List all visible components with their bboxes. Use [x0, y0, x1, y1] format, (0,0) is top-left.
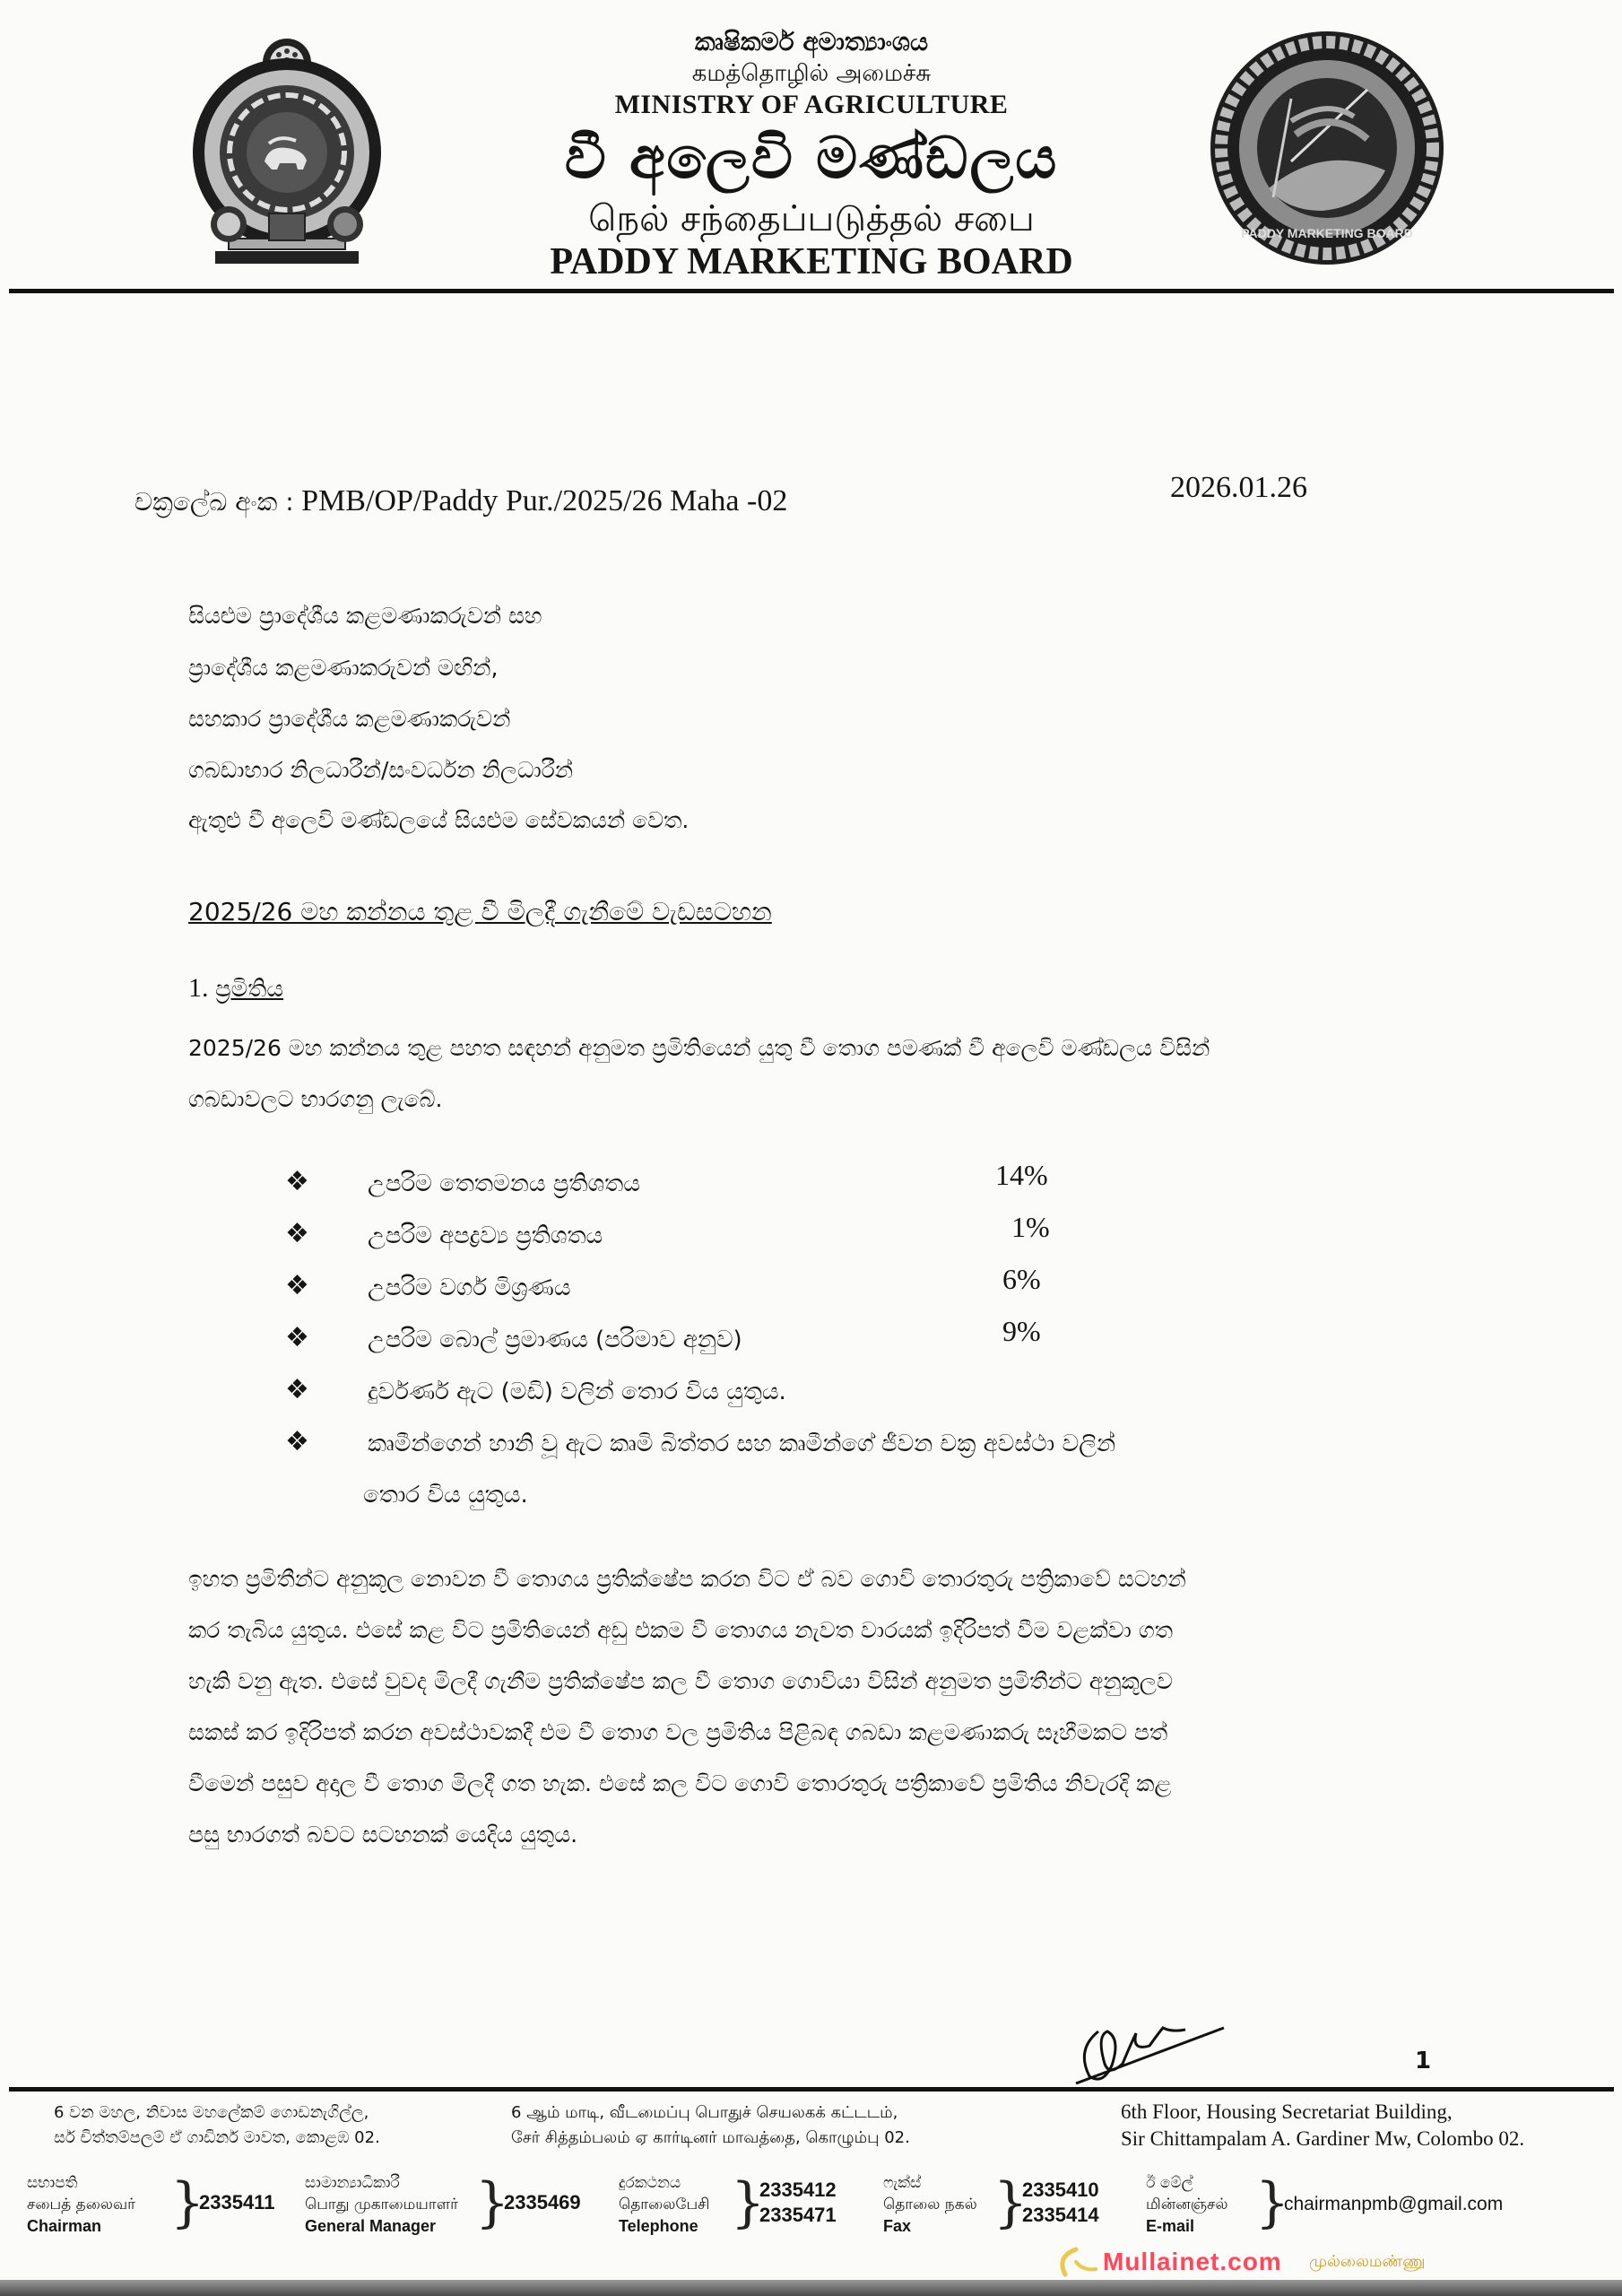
- scan-edge-shadow: [0, 2280, 1622, 2296]
- header-divider: [9, 289, 1614, 293]
- closing-paragraph: [188, 1553, 1462, 1860]
- seal-caption: PADDY MARKETING BOARD: [1241, 226, 1413, 240]
- intro-line: ගබඩාවලට භාරගනු ලැබේ.: [188, 1086, 443, 1112]
- contact-labels: [27, 2172, 135, 2237]
- bullet-diamond-icon: ❖: [285, 1218, 309, 1249]
- contact-label: சபைத் தலைவர்: [27, 2196, 136, 2213]
- contact-label: Chairman: [27, 2217, 102, 2235]
- standard-text: උපරිම බොල් ප්‍රමාණය (පරිමාව අනුව): [368, 1326, 742, 1353]
- section-title: ප්‍රමිතිය: [215, 976, 284, 1003]
- contact-labels: [305, 2172, 458, 2237]
- email-link[interactable]: chairmanpmb@gmail.com: [1284, 2194, 1504, 2214]
- contact-label: දුරකථනය: [619, 2174, 681, 2192]
- contact-label: தொலை நகல்: [883, 2196, 977, 2213]
- brace-icon: }: [1255, 2171, 1290, 2234]
- contact-number[interactable]: 2335471: [759, 2204, 837, 2226]
- standard-text: දුර්වර්ණ ඇට (මඩි) වලින් තොර විය යුතුය.: [368, 1378, 786, 1405]
- watermark-subtext: முல்லைமண்ணு: [1309, 2252, 1426, 2271]
- page-number: 1: [1415, 2048, 1432, 2074]
- address-english: [1121, 2099, 1524, 2152]
- standard-text: උපරිම අපද්‍රව්‍ය ප්‍රතිශතය: [368, 1222, 603, 1249]
- letter-subject: 2025/26 මහ කන්නය තුළ වී මිලදී ගැනීමේ වැඩසටහන: [188, 897, 772, 926]
- intro-paragraph: [188, 1022, 1462, 1125]
- contact-label: ෆැක්ස්: [883, 2174, 922, 2192]
- intro-line: 2025/26 මහ කන්නය තුළ පහත සඳහන් අනුමත ප්‍රමිතියෙන් යුතු වී තොග පමණක් වී අලෙවි මණ්ඩලය විසින්: [188, 1035, 1210, 1061]
- standard-text-continuation: තොර විය යුතුය.: [363, 1482, 528, 1509]
- standard-text: උපරිම වර්ග මිශ්‍රණය: [368, 1274, 571, 1301]
- pmb-seal-icon: [1206, 27, 1448, 269]
- closing-line: පසු භාරගත් බවට සටහනක් යෙදිය යුතුය.: [188, 1822, 578, 1848]
- contact-number[interactable]: 2335411: [199, 2191, 275, 2213]
- bullet-diamond-icon: ❖: [285, 1374, 309, 1405]
- address-line: 6 වන මහල, නිවාස මහලේකම් ගොඩනැගිල්ල,: [54, 2103, 369, 2122]
- brace-icon: }: [475, 2171, 510, 2234]
- bullet-diamond-icon: ❖: [285, 1166, 309, 1197]
- board-name-tamil: நெல் சந்தைப்படுத்தல் சபை: [588, 198, 1035, 239]
- standard-value: 14%: [995, 1159, 1048, 1191]
- ministry-name-tamil: கமத்தொழில் அமைச்சு: [691, 60, 932, 87]
- contact-labels: [883, 2172, 977, 2237]
- section-number: 1.: [188, 973, 209, 1003]
- closing-line: කර තැබිය යුතුය. එසේ කළ විට ප්‍රමිතියෙන් අඩු එකම වී තොගය නැවත වාරයක් ඉදිරිපත් වීම වළක්වා ගත: [188, 1617, 1173, 1643]
- national-emblem-icon: [179, 36, 395, 269]
- letter-date: 2026.01.26: [1170, 471, 1307, 504]
- address-line: සර් චිත්තම්පලම් ඒ ගාඩිනර් මාවත, කොළඹ 02.: [54, 2128, 380, 2147]
- board-name-english: PADDY MARKETING BOARD: [550, 241, 1073, 283]
- closing-line: ඉහත ප්‍රමිතීන්ට අනුකූල නොවන වී තොගය ප්‍රතික්ෂේප කරන විට ඒ බව ගොවි තොරතුරු පත්‍රිකාවේ සටහන්: [188, 1566, 1186, 1592]
- standard-text: කෘමීන්ගෙන් හානි වූ ඇට කෘමි බිත්තර සහ කෘමීන්ගේ ජීවන චක්‍ර අවස්ථා වලින්: [368, 1431, 1116, 1457]
- contact-number[interactable]: 2335469: [504, 2191, 581, 2213]
- footer-divider: [9, 2087, 1614, 2092]
- contact-numbers: [1022, 2178, 1099, 2228]
- ministry-name-sinhala: කෘෂිකර්ම අමාත්‍යාංශය: [694, 27, 929, 57]
- brace-icon: }: [993, 2171, 1028, 2234]
- contact-label: Fax: [883, 2217, 912, 2235]
- contact-label: மின்னஞ்சல்: [1146, 2196, 1228, 2213]
- closing-line: වීමෙන් පසුව අදාල වී තොග මිලදී ගත හැක. එසේ කල විට ගොවි තොරතුරු පත්‍රිකාවේ ප්‍රමිතිය නිවැරදි කළ: [188, 1770, 1172, 1796]
- watermark-swirl-icon: [1058, 2242, 1097, 2278]
- contact-numbers: [759, 2178, 837, 2228]
- address-sinhala: [54, 2100, 380, 2151]
- addressee-line: ඇතුළු වී අලෙවි මණ්ඩලයේ සියළුම සේවකයන් වෙත.: [188, 807, 690, 833]
- signature-icon: [1058, 2022, 1273, 2085]
- contact-labels: [1146, 2172, 1228, 2237]
- contact-label: தொலைபேசி: [619, 2196, 710, 2213]
- bullet-diamond-icon: ❖: [285, 1270, 309, 1301]
- board-name-sinhala: වී අලෙවි මණ්ඩලය: [564, 126, 1059, 192]
- reference-label: චක්‍රලේඛ අංක :: [134, 487, 294, 517]
- address-line: Sir Chittampalam A. Gardiner Mw, Colombo 02.: [1121, 2127, 1525, 2150]
- ministry-name-english: MINISTRY OF AGRICULTURE: [614, 90, 1009, 119]
- contact-label: பொது முகாமையாளர்: [305, 2196, 458, 2213]
- contact-labels: [619, 2172, 709, 2237]
- standard-value: 1%: [1011, 1211, 1050, 1243]
- contact-label: General Manager: [305, 2217, 437, 2235]
- addressee-line: ප්‍රාදේශීය කළමණාකරුවන් මඟින්,: [188, 655, 499, 681]
- contact-number[interactable]: 2335410: [1022, 2179, 1099, 2201]
- address-tamil: [511, 2100, 910, 2151]
- bullet-diamond-icon: ❖: [285, 1322, 309, 1353]
- standard-value: 9%: [1002, 1315, 1041, 1347]
- standard-value: 6%: [1002, 1263, 1041, 1295]
- contact-label: E-mail: [1146, 2217, 1195, 2235]
- circular-reference: [134, 484, 787, 518]
- addressee-line: සහකාර ප්‍රාදේශීය කළමණාකරුවන්: [188, 706, 511, 732]
- closing-line: සකස් කර ඉදිරිපත් කරන අවස්ථාවකදී එම වී තොග වල ප්‍රමිතිය පිළිබඳ ගබඩා කළමණාකරු සෑහීමකට පත්: [188, 1719, 1168, 1745]
- contact-number[interactable]: 2335412: [759, 2179, 837, 2201]
- contact-number[interactable]: 2335414: [1022, 2204, 1099, 2226]
- addressee-line: සියළුම ප්‍රාදේශීය කළමණාකරුවන් සහ: [188, 603, 542, 629]
- address-line: 6 ஆம் மாடி, வீடமைப்பு பொதுச் செயலகக் கட்டடம்,: [511, 2103, 898, 2122]
- reference-number: PMB/OP/Paddy Pur./2025/26 Maha -02: [301, 484, 788, 517]
- brace-icon: }: [170, 2171, 205, 2234]
- section-heading: [188, 973, 283, 1004]
- contact-label: සභාපති: [27, 2174, 78, 2192]
- contact-label: සාමාන්‍යාධිකාරී: [305, 2174, 400, 2192]
- standard-text: උපරිම තෙතමනය ප්‍රතිශතය: [368, 1170, 640, 1197]
- address-line: சேர் சித்தம்பலம் ஏ கார்டினர் மாவத்தை, கொழும்பு 02.: [511, 2128, 910, 2147]
- closing-line: හැකි වනු ඇත. එසේ වුවද මිලදී ගැනීම ප්‍රතික්ෂේප කල වී තොග ගොවියා විසින් අනුමත ප්‍රමිතීන්ට අනුකූලව: [188, 1668, 1173, 1694]
- watermark-text: Mullainet.com: [1103, 2248, 1282, 2275]
- address-line: 6th Floor, Housing Secretariat Building,: [1121, 2100, 1453, 2123]
- contact-label: ඊ මේල්: [1146, 2174, 1193, 2192]
- brace-icon: }: [731, 2171, 766, 2234]
- bullet-diamond-icon: ❖: [285, 1426, 309, 1457]
- addressee-line: ගබඩාභාර නිලධාරීන්/සංවර්ධන නිලධාරීන්: [188, 757, 574, 783]
- contact-label: Telephone: [619, 2217, 698, 2235]
